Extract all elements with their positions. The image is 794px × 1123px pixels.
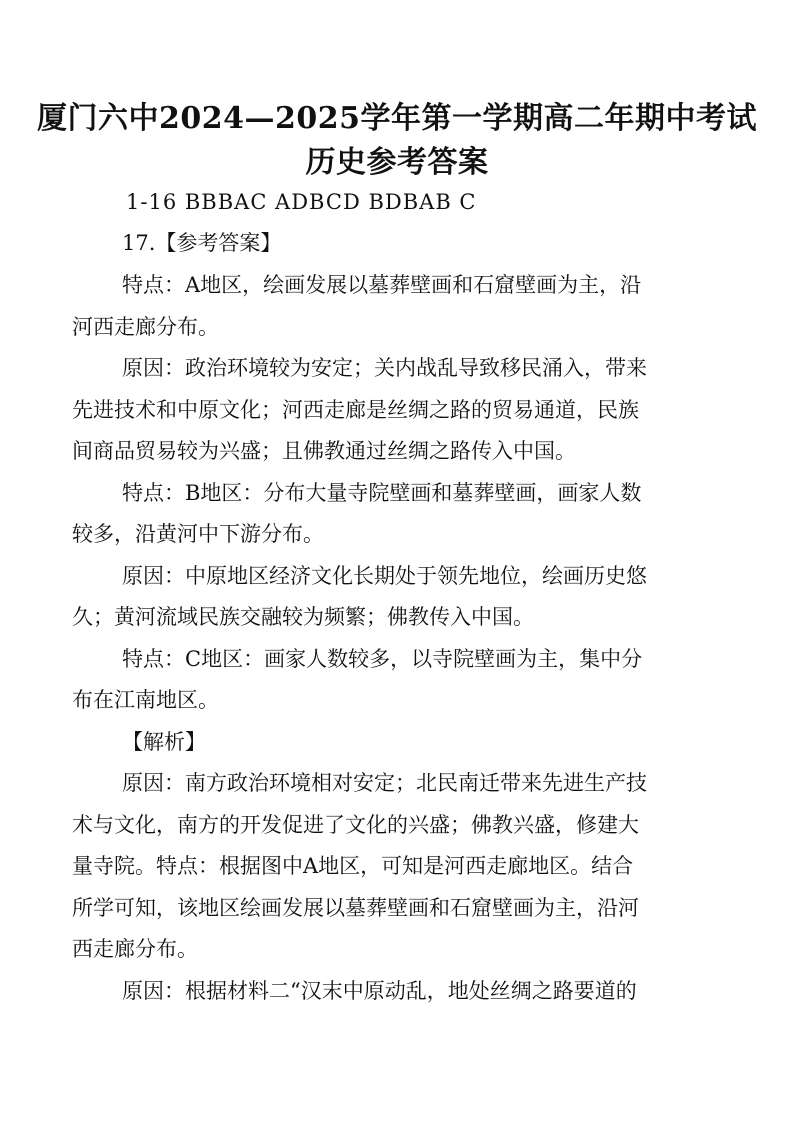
text-line: 原因：南方政治环境相对安定；北民南迁带来先进生产技 bbox=[122, 771, 647, 795]
analysis-heading: 【解析】 bbox=[122, 730, 206, 754]
text-line: 所学可知，该地区绘画发展以墓葬壁画和石窟壁画为主，沿河 bbox=[72, 896, 639, 920]
text-line: 布在江南地区。 bbox=[72, 688, 219, 712]
document-title: 厦门六中2024—2025学年第一学期高二年期中考试 bbox=[37, 101, 757, 136]
text-line: 原因：政治环境较为安定；关内战乱导致移民涌入，带来 bbox=[122, 356, 647, 380]
text-line: 特点：C地区：画家人数较多，以寺院壁画为主，集中分 bbox=[122, 647, 643, 671]
multiple-choice-answers: 1-16 BBBAC ADBCD BDBAB C bbox=[126, 190, 477, 214]
text-line: 原因：根据材料二“汉末中原动乱，地处丝绸之路要道的 bbox=[122, 979, 637, 1003]
text-line: 间商品贸易较为兴盛；且佛教通过丝绸之路传入中国。 bbox=[72, 439, 576, 463]
text-line: 特点：B地区：分布大量寺院壁画和墓葬壁画，画家人数 bbox=[122, 481, 642, 505]
text-line: 久；黄河流域民族交融较为频繁；佛教传入中国。 bbox=[72, 605, 534, 629]
text-line: 特点：A地区，绘画发展以墓葬壁画和石窟壁画为主，沿 bbox=[122, 273, 642, 297]
text-line: 西走廊分布。 bbox=[72, 937, 198, 961]
text-line: 河西走廊分布。 bbox=[72, 315, 219, 339]
text-line: 较多，沿黄河中下游分布。 bbox=[72, 522, 324, 546]
text-line: 量寺院。特点：根据图中A地区，可知是河西走廊地区。结合 bbox=[72, 854, 634, 878]
text-line: 先进技术和中原文化；河西走廊是丝绸之路的贸易通道，民族 bbox=[72, 398, 639, 422]
document-subtitle: 历史参考答案 bbox=[305, 145, 489, 180]
text-line: 术与文化，南方的开发促进了文化的兴盛；佛教兴盛，修建大 bbox=[72, 813, 639, 837]
question-17-heading: 17.【参考答案】 bbox=[122, 231, 282, 255]
text-line: 原因：中原地区经济文化长期处于领先地位，绘画历史悠 bbox=[122, 564, 647, 588]
